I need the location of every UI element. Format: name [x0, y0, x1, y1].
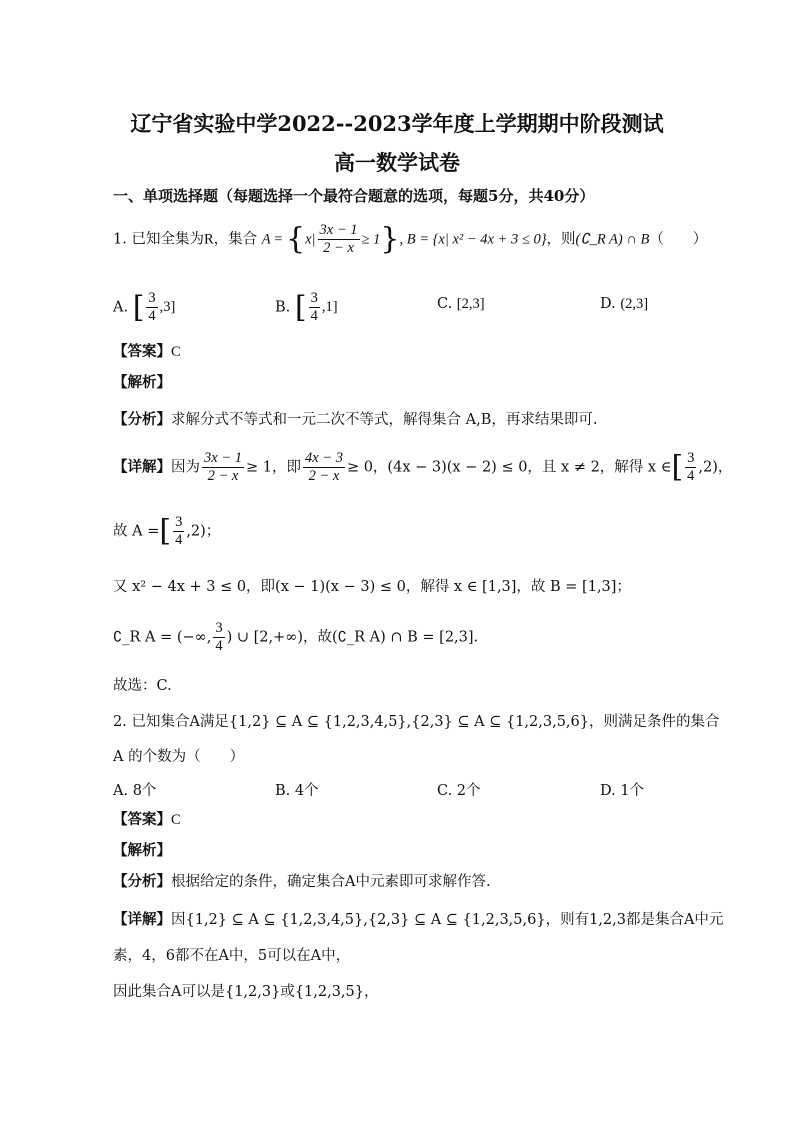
q1-detail-4: ∁_R A = (−∞, $\frac{3}{4}$ ) ∪ [2,+∞)，故(∁_R A) ∩ B = [2,3]. — [113, 620, 479, 654]
page-title: 辽宁省实验中学2022--2023学年度上学期期中阶段测试 — [130, 111, 664, 136]
q2-stem-2: A 的个数为（ ） — [113, 749, 245, 765]
q2-stem-1: 2. 已知集合A满足{1,2} ⊆ A ⊆ {1,2,3,4,5},{2,3} ⊆ A ⊆ {1,2,3,5,6}，则满足条件的集合 — [113, 714, 720, 730]
q1-stem-a: 1. 已知全集为 — [113, 231, 204, 248]
q2-detail-3: 因此集合A可以是{1,2,3}或{1,2,3,5}， — [113, 984, 379, 1000]
q1-set-a-lhs: A — [261, 231, 271, 248]
q1-expr: (∁_R A) ∩ B — [575, 231, 650, 248]
q2-answer: 【答案】C — [113, 811, 181, 828]
q2-analysis-tag: 【解析】 — [113, 842, 171, 859]
q1-paren: （ ） — [649, 231, 708, 248]
q1-stem: 1. 已知全集为R，集合 A = {x| $\frac{3x - 1}{2 - x}$ ≥ 1}, B = {x| x² − 4x + 3 ≤ 0}，则(∁_R A) ∩ B（ ） — [113, 221, 708, 257]
q2-option-d: D. 1个 — [600, 783, 645, 799]
q1-answer: 【答案】C — [113, 343, 181, 360]
q1-fraction: $\frac{3x - 1}{2 - x}$ — [319, 222, 358, 256]
q1-detail-1: 【详解】因为 $\frac{3x - 1}{2 - x}$ ≥ 1，即 $\frac{4x - 3}{2 - x}$ ≥ 0，(4x − 3)(x − 2) ≤ 0，且 x ≠ 2，解得 x ∈[ $\frac{3}{4}$ ,2)， — [113, 449, 733, 485]
q1-option-a: A. [ $\frac{3}{4}$ ,3] — [113, 290, 176, 325]
q1-detail-3: 又 x² − 4x + 3 ≤ 0，即(x − 1)(x − 3) ≤ 0，解得 x ∈ [1,3]，故 B = [1,3]； — [113, 579, 631, 595]
q1-detail-2: 故 A =[ $\frac{3}{4}$ ,2)； — [113, 513, 221, 549]
q2-detail-2: 素，4，6都不在A中，5可以在A中， — [113, 948, 351, 964]
section-heading: 一、单项选择题（每题选择一个最符合题意的选项，每题5分，共40分） — [113, 187, 595, 205]
q2-fenxi: 【分析】根据给定的条件，确定集合A中元素即可求解作答. — [113, 873, 491, 890]
q1-option-b: B. [ $\frac{3}{4}$ ,1] — [275, 290, 338, 325]
q2-detail-1: 【详解】因{1,2} ⊆ A ⊆ {1,2,3,4,5},{2,3} ⊆ A ⊆ {1,2,3,5,6}，则有1,2,3都是集合A中元 — [113, 911, 724, 928]
q2-option-a: A. 8个 — [113, 783, 157, 799]
q1-stem-b: ，集合 — [213, 231, 258, 248]
q1-set-a-rel: ≥ 1 — [361, 231, 381, 248]
q1-set-b: , B = {x| x² − 4x + 3 ≤ 0} — [399, 231, 547, 248]
q1-option-d: D. (2,3] — [600, 296, 649, 312]
q1-choose: 故选：C. — [113, 678, 172, 694]
q1-set-a-open: x| — [305, 231, 316, 248]
q2-option-b: B. 4个 — [275, 783, 319, 799]
page-subtitle: 高一数学试卷 — [334, 150, 460, 175]
q1-analysis-tag: 【解析】 — [113, 374, 171, 391]
q2-option-c: C. 2个 — [437, 783, 481, 799]
q1-stem-c: ，则 — [546, 231, 576, 248]
q1-option-c: C. [2,3] — [437, 296, 485, 312]
q1-fenxi: 【分析】求解分式不等式和一元二次不等式，解得集合 A,B，再求结果即可. — [113, 411, 598, 428]
q1-set-r: R — [203, 231, 214, 248]
